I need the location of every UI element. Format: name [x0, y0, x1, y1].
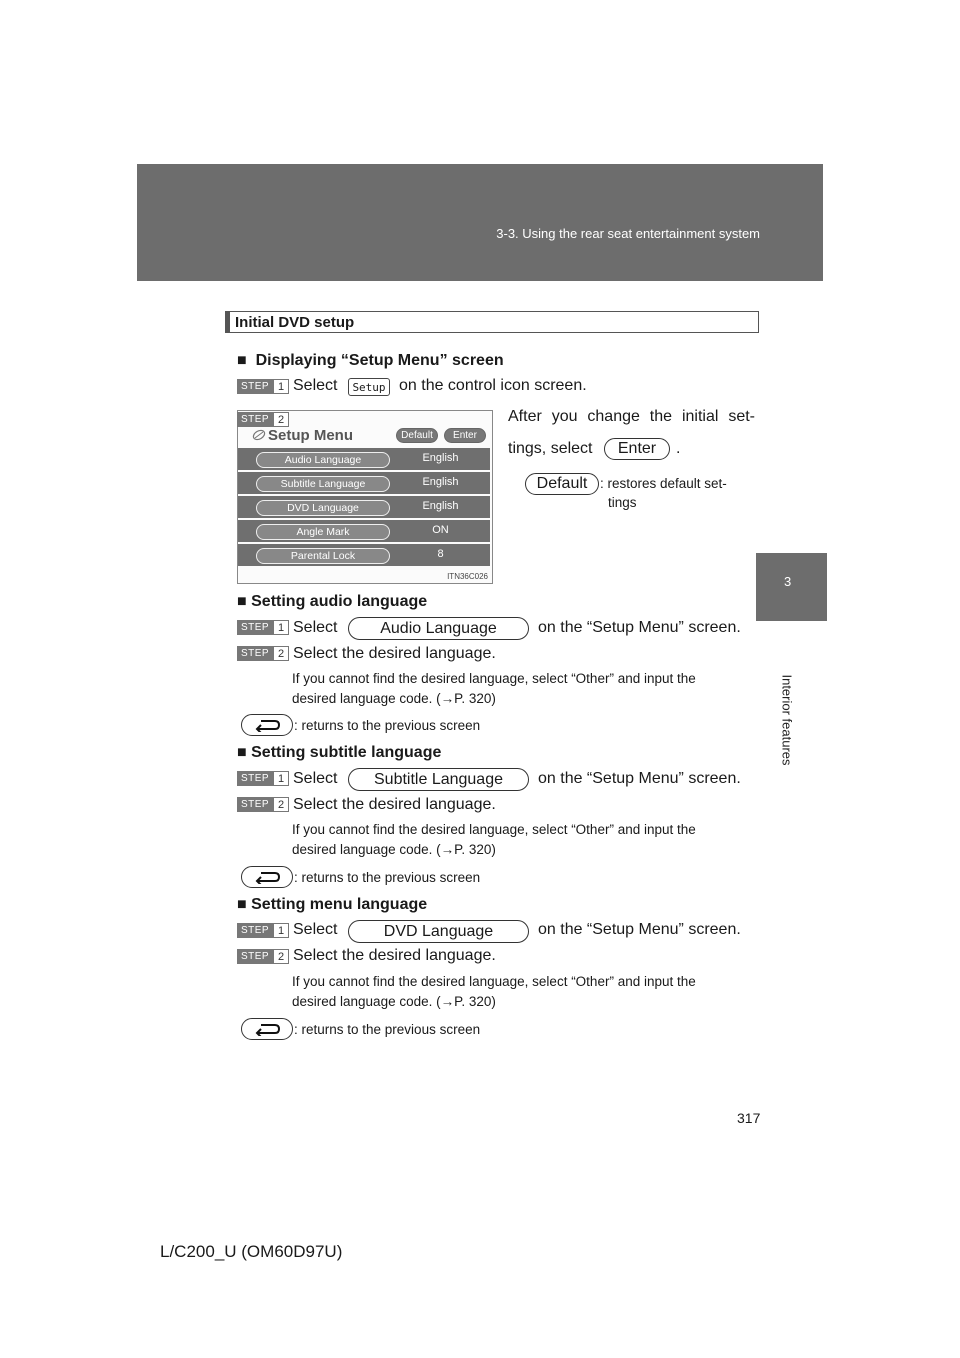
body-text: .: [676, 440, 681, 457]
screen-row: [238, 448, 490, 470]
step-text: Select: [293, 377, 338, 394]
audio-language-option[interactable]: Audio Language: [256, 452, 390, 468]
subtitle-language-option[interactable]: Subtitle Language: [256, 476, 390, 492]
step-text: Select: [293, 619, 338, 636]
row-value: English: [422, 500, 459, 512]
step-1-badge: STEP 1: [237, 620, 289, 635]
disc-icon: [252, 428, 266, 442]
screen-title: Setup Menu: [268, 427, 353, 444]
returns-text: : returns to the previous screen: [294, 718, 481, 733]
step-text: on the “Setup Menu” screen.: [538, 921, 741, 938]
step-text: Select the desired language.: [293, 645, 496, 662]
step-text: Select: [293, 921, 338, 938]
default-description: : restores default set-: [600, 476, 727, 491]
note-text: If you cannot find the desired language, select “Other” and input the desired language code. (→P. 320): [292, 671, 696, 706]
heading-audio-language: ■ Setting audio language: [237, 593, 428, 610]
return-arrow-icon: [253, 718, 281, 732]
enter-pill[interactable]: Enter: [604, 438, 670, 460]
return-arrow-icon: [253, 870, 281, 884]
step-text: Select: [293, 770, 338, 787]
step-text: on the “Setup Menu” screen.: [538, 770, 741, 787]
step-text: Select the desired language.: [293, 796, 496, 813]
heading-menu-language: ■ Setting menu language: [237, 896, 428, 913]
screen-row: [238, 520, 490, 542]
body-text: tings, select: [508, 440, 593, 457]
header-band: [137, 164, 823, 281]
screen-row: [238, 544, 490, 566]
step-2-badge: STEP 2: [237, 797, 289, 812]
step-text: on the “Setup Menu” screen.: [538, 619, 741, 636]
parental-lock-option[interactable]: Parental Lock: [256, 548, 390, 564]
return-arrow-icon: [253, 1022, 281, 1036]
section-header: 3-3. Using the rear seat entertainment system: [496, 226, 760, 241]
dvd-language-option[interactable]: DVD Language: [256, 500, 390, 516]
enter-button[interactable]: Enter: [444, 428, 486, 443]
footer-code: L/C200_U (OM60D97U): [160, 1242, 343, 1261]
row-value: English: [422, 452, 459, 464]
note-text: If you cannot find the desired language, select “Other” and input the desired language code. (→P. 320): [292, 974, 696, 1009]
row-value: ON: [432, 524, 449, 536]
heading-subtitle-language: ■ Setting subtitle language: [237, 744, 442, 761]
heading-setup-menu: ■ Displaying “Setup Menu” screen: [237, 352, 504, 369]
back-button[interactable]: [241, 1018, 293, 1040]
section-title-box: [225, 311, 759, 333]
subtitle-language-button[interactable]: Subtitle Language: [348, 768, 529, 791]
returns-text: : returns to the previous screen: [294, 1022, 481, 1037]
step-1-badge: STEP 1: [237, 923, 289, 938]
row-value: English: [422, 476, 459, 488]
note-text: If you cannot find the desired language, select “Other” and input the desired language code. (→P. 320): [292, 822, 696, 857]
figure-code: ITN36C026: [447, 572, 488, 581]
chapter-number: 3: [784, 574, 792, 589]
step-text: Select the desired language.: [293, 947, 496, 964]
section-title: Initial DVD setup: [235, 314, 355, 331]
default-description: tings: [608, 495, 637, 510]
body-text: After you change the initial set-: [508, 408, 755, 425]
back-button[interactable]: [241, 866, 293, 888]
step-2-badge: STEP 2: [237, 949, 289, 964]
step-2-badge: STEP 2: [237, 412, 289, 427]
page-number: 317: [737, 1110, 761, 1126]
default-pill[interactable]: Default: [525, 473, 599, 495]
chapter-label: Interior features: [779, 674, 795, 766]
screen-row: [238, 496, 490, 518]
step-2-badge: STEP 2: [237, 646, 289, 661]
row-value: 8: [437, 548, 444, 560]
audio-language-button[interactable]: Audio Language: [348, 617, 529, 640]
dvd-language-button[interactable]: DVD Language: [348, 920, 529, 943]
default-button[interactable]: Default: [396, 428, 438, 443]
step-1-badge: STEP 1: [237, 379, 289, 394]
angle-mark-option[interactable]: Angle Mark: [256, 524, 390, 540]
setup-menu-screen: [237, 410, 493, 584]
step-text: on the control icon screen.: [399, 377, 587, 394]
step-1-badge: STEP 1: [237, 771, 289, 786]
back-button[interactable]: [241, 714, 293, 736]
screen-row: [238, 472, 490, 494]
returns-text: : returns to the previous screen: [294, 870, 481, 885]
setup-button[interactable]: Setup: [348, 378, 390, 396]
chapter-tab: [756, 553, 827, 621]
